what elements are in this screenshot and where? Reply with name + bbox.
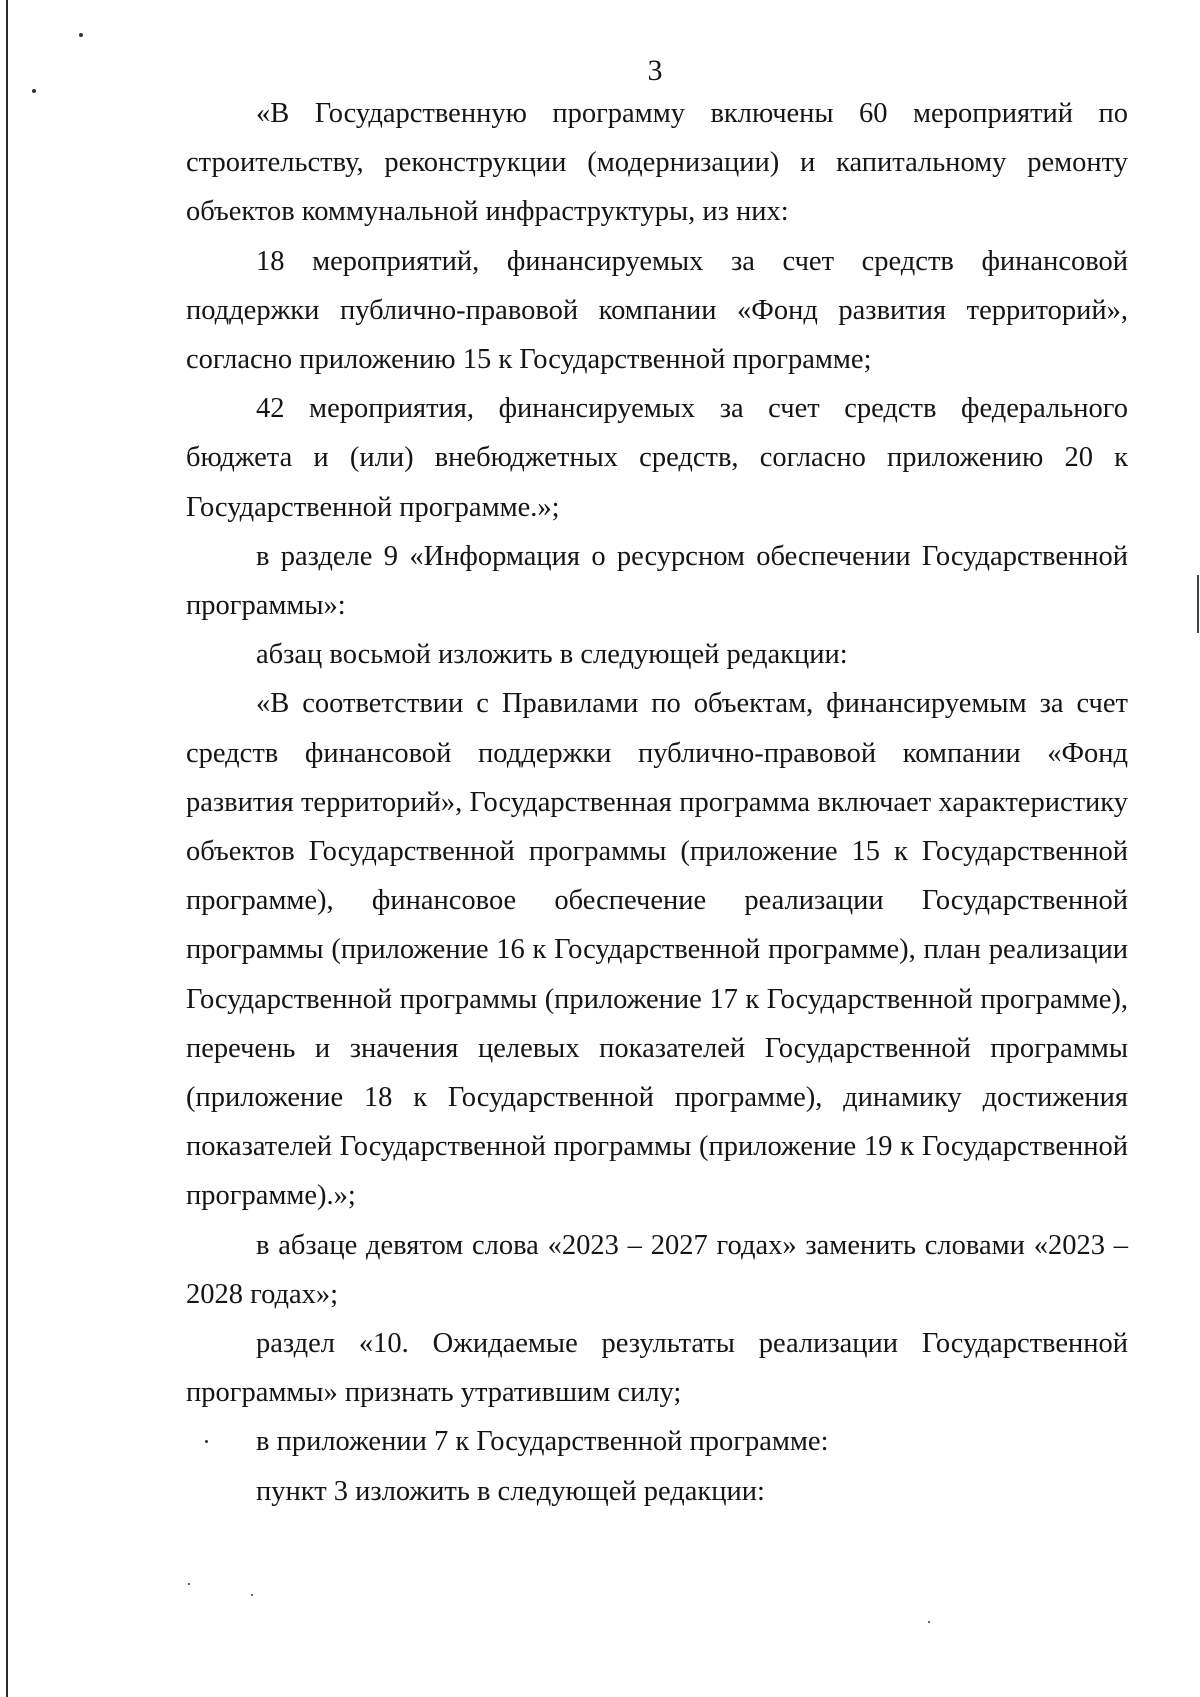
scan-speck [928, 1621, 930, 1623]
paragraph-eighth-abzac: абзац восьмой изложить в следующей редакции: [256, 639, 848, 671]
scan-speck [251, 1594, 253, 1596]
scan-speck [79, 33, 83, 37]
paragraph-appendix-7: в приложении 7 к Государственной программе: [256, 1426, 829, 1458]
scan-right-mark [1197, 575, 1199, 633]
scan-left-edge [6, 0, 8, 1697]
page-number: 3 [647, 54, 663, 87]
scan-speck [188, 1583, 190, 1585]
document-body [186, 89, 1128, 1516]
paragraph-ninth-abzac: в абзаце девятом слова «2023 – 2027 годах» заменить словами «2023 – 2028 годах»; [186, 1229, 1128, 1310]
paragraph-18-events: 18 мероприятий, финансируемых за счет средств финансовой поддержки публично-правовой компании «Фонд развития территорий», согласно приложению 15 к Государственной программе; [186, 245, 1128, 376]
paragraph-section-9: в разделе 9 «Информация о ресурсном обеспечении Государственной программы»: [186, 540, 1128, 622]
paragraph-point-3: пункт 3 изложить в следующей редакции: [256, 1475, 765, 1507]
paragraph-42-events: 42 мероприятия, финансируемых за счет средств федерального бюджета и (или) внебюджетных средств, согласно приложению 20 к Государственной программе.»; [186, 393, 1128, 523]
paragraph-section-10: раздел «10. Ожидаемые результаты реализации Государственной программы» признать утратившим силу; [186, 1328, 1128, 1409]
paragraph-program-events: «В Государственную программу включены 60 мероприятий по строительству, реконструкции (модернизации) и капитальному ремонту объектов коммунальной инфраструктуры, из них: [186, 98, 1128, 228]
paragraph-rules-quote: «В соответствии с Правилами по объектам, финансируемым за счет средств финансовой поддержки публично-правовой компании «Фонд развития территорий», Государственная программа включает характеристику объектов Государственной программы (приложение 15 к Государственной программе), финансовое обеспечение реализации Государственной программы (приложение 16 к Государственной программе), план реализации Государственной программы (приложение 17 к Государственной программе), перечень и значения целевых показателей Государственной программы (приложение 18 к Государственной программе), динамику достижения показателей Государственной программы (приложение 19 к Государственной программе).»; [186, 688, 1128, 1212]
